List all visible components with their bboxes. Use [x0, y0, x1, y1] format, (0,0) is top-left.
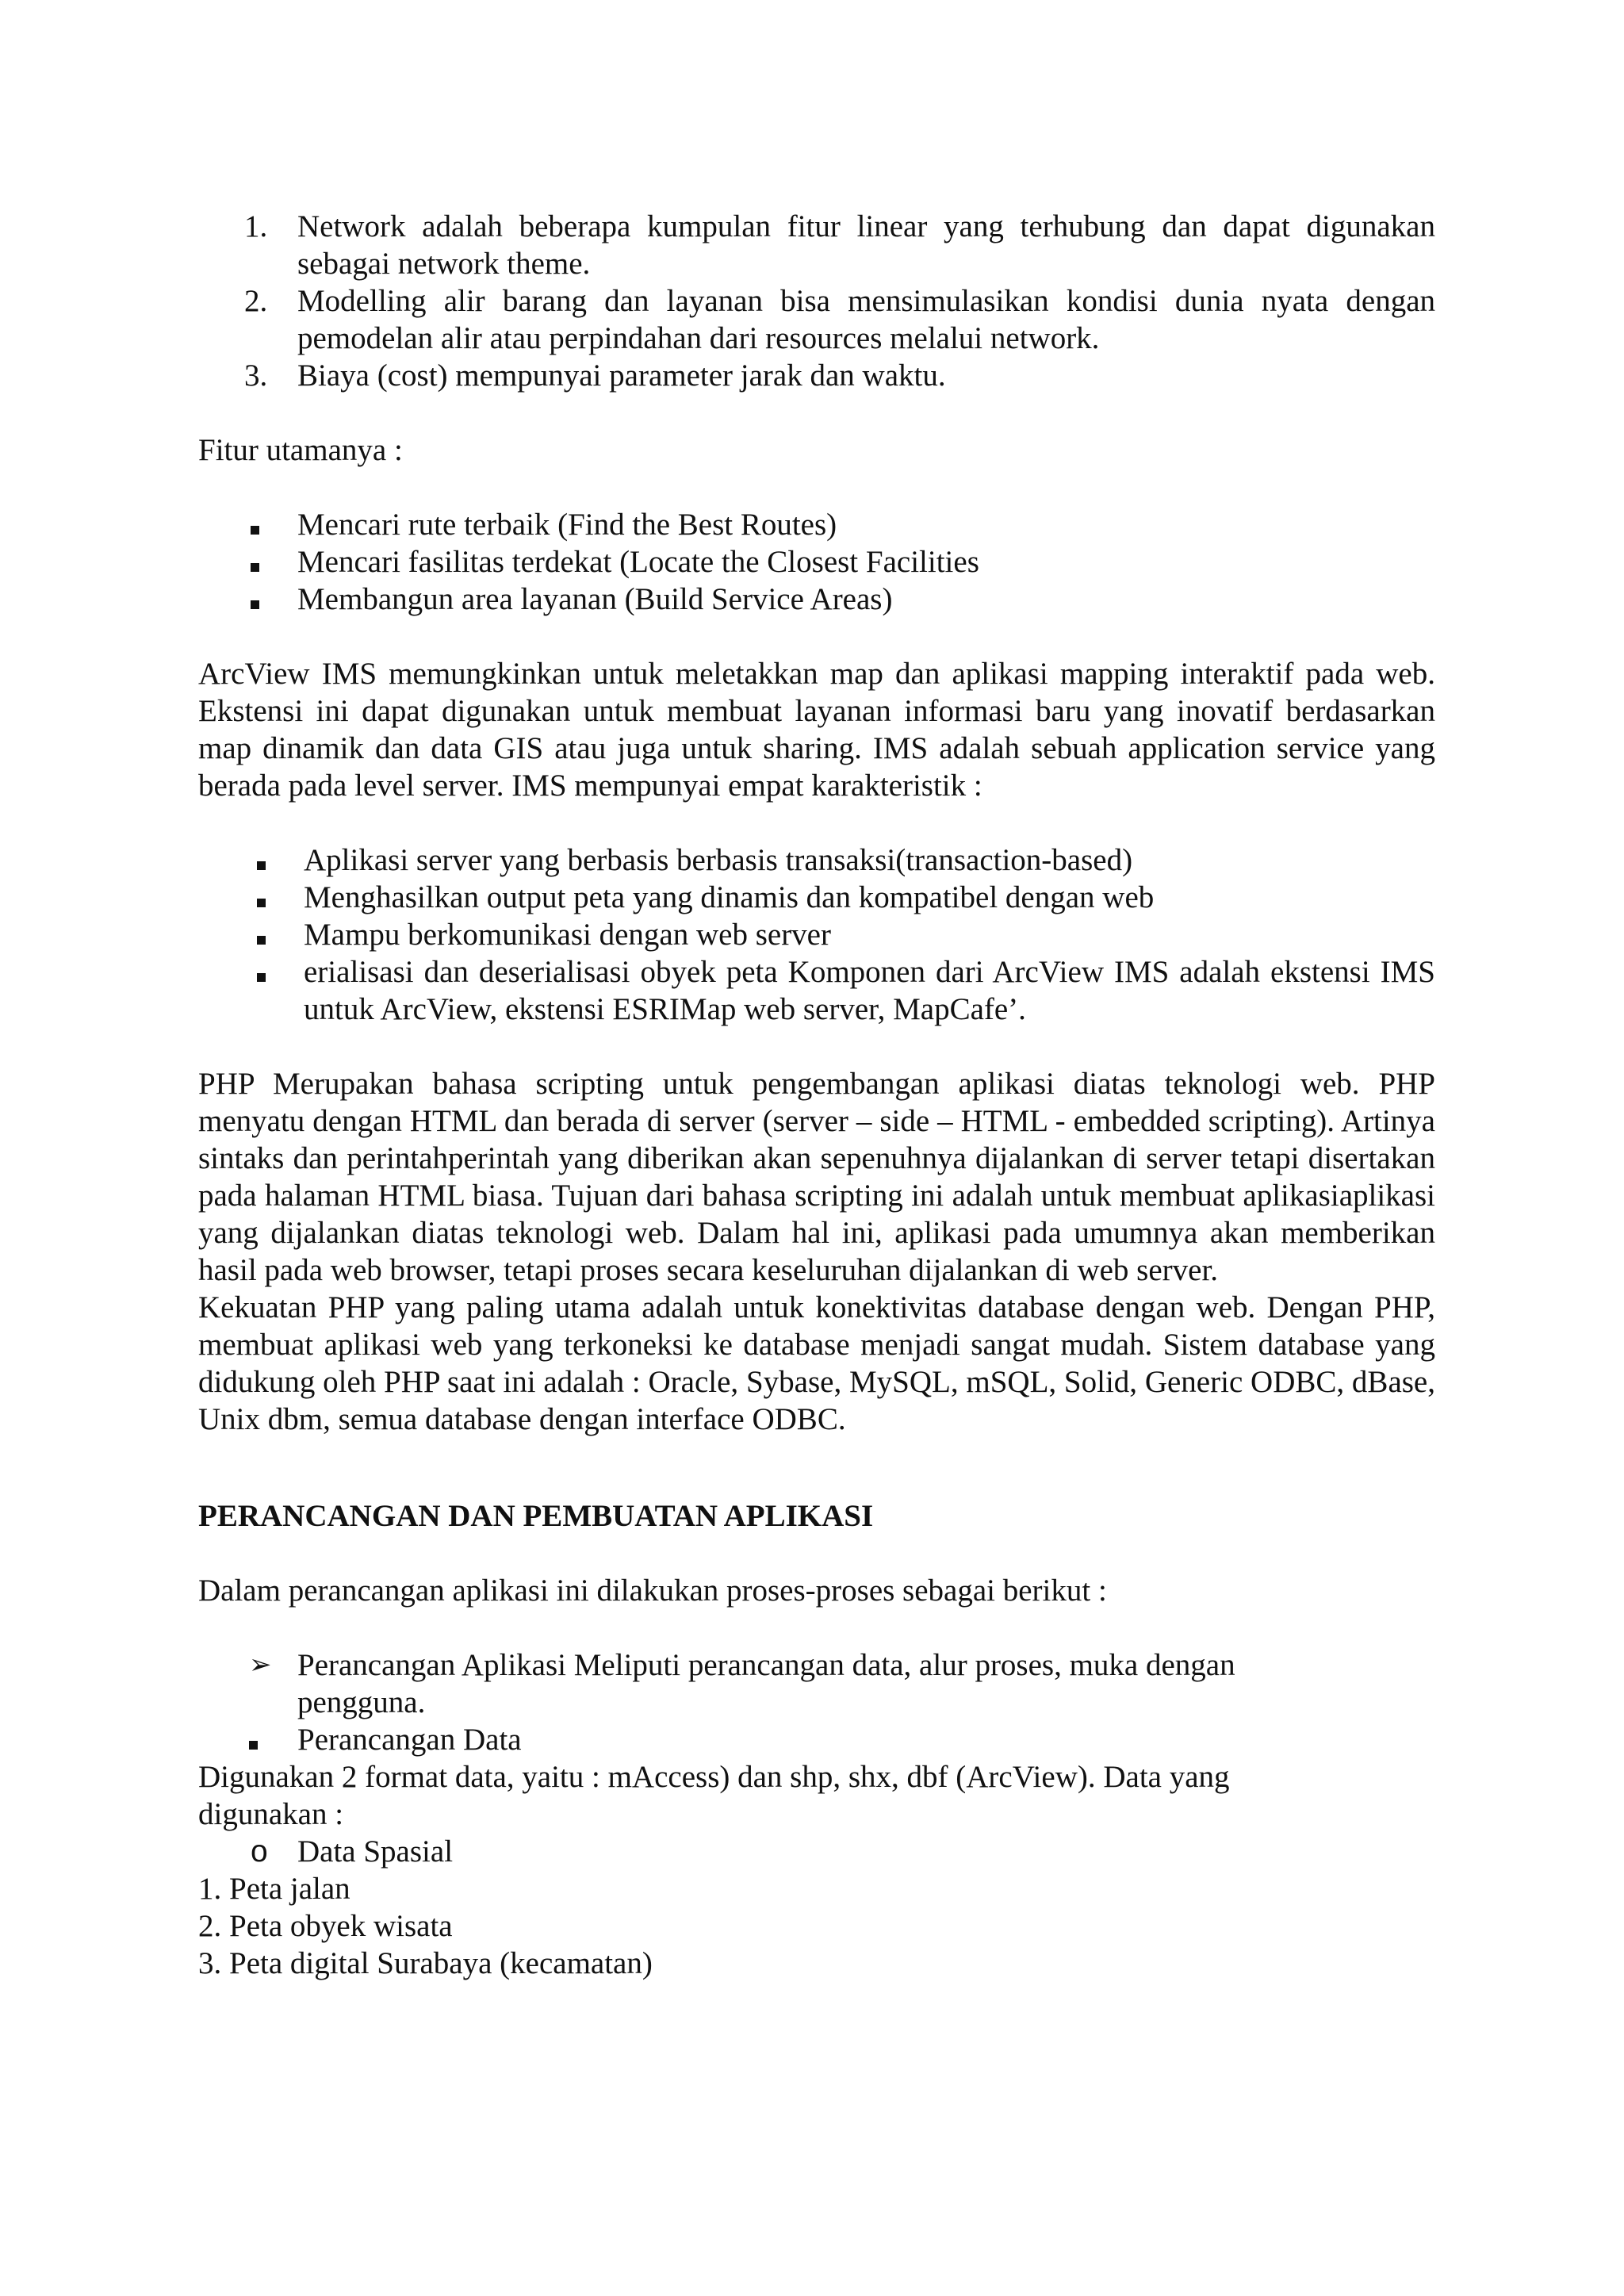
- square-bullet-icon: [251, 543, 259, 581]
- list-item-text: Data Spasial: [297, 1834, 454, 1869]
- list-item: [198, 581, 1435, 618]
- php-paragraph-2: Kekuatan PHP yang paling utama adalah untuk konektivitas database dengan web. Dengan PHP, membuat aplikasi web yang terkoneksi ke database menjadi sangat mudah. Sistem database yang didukung oleh PHP saat ini adalah : Oracle, Sybase, MySQL, mSQL, Solid, Generic ODBC, dBase, Unix dbm, semua database dengan interface ODBC.: [198, 1290, 1435, 1436]
- list-item-text: Mampu berkomunikasi dengan web server: [304, 918, 831, 952]
- list-item: [198, 841, 1435, 879]
- list-item-text: Network adalah beberapa kumpulan fitur linear yang terhubung dan dapat digunakan sebagai network theme.: [297, 209, 1435, 281]
- square-bullet-icon: [257, 916, 266, 953]
- peta-item: 3. Peta digital Surabaya (kecamatan): [198, 1946, 653, 1980]
- list-item: [198, 1721, 1308, 1758]
- numbered-list: [198, 208, 1435, 394]
- list-item: [198, 543, 1435, 581]
- square-bullet-icon: [257, 879, 266, 916]
- section-intro: Dalam perancangan aplikasi ini dilakukan proses-proses sebagai berikut :: [198, 1573, 1107, 1608]
- peta-item: 1. Peta jalan: [198, 1872, 350, 1906]
- circle-bullet-icon: o: [251, 1834, 268, 1869]
- list-item: [198, 357, 1435, 394]
- perancangan-list: [198, 1646, 1308, 1758]
- list-item: [198, 1833, 1435, 1870]
- list-item: [198, 282, 1435, 357]
- list-item-text: Mencari fasilitas terdekat (Locate the Closest Facilities: [297, 545, 979, 579]
- arrow-bullet-icon: ➢: [249, 1649, 272, 1681]
- php-paragraph-1: PHP Merupakan bahasa scripting untuk pengembangan aplikasi diatas teknologi web. PHP menyatu dengan HTML dan berada di server (server – side – HTML - embedded scripting). Artinya sintaks dan perintahperintah yang diberikan akan sepenuhnya dijalankan di server tetapi disertakan pada halaman HTML biasa. Tujuan dari bahasa scripting ini adalah untuk membuat aplikasiaplikasi yang dijalankan diatas teknologi web. Dalam hal ini, aplikasi pada umumnya akan memberikan hasil pada web browser, tetapi proses secara keseluruhan dijalankan di web server.: [198, 1067, 1435, 1287]
- list-item-text: Perancangan Aplikasi Meliputi perancangan data, alur proses, muka dengan pengguna.: [297, 1648, 1235, 1719]
- square-bullet-icon: [257, 953, 266, 991]
- list-number: 1.: [244, 209, 268, 243]
- list-item: [198, 208, 1435, 282]
- peta-item: 2. Peta obyek wisata: [198, 1909, 453, 1943]
- square-bullet-icon: [257, 841, 266, 879]
- data-spasial-list: [198, 1833, 1435, 1870]
- data-paragraph: Digunakan 2 format data, yaitu : mAccess) dan shp, shx, dbf (ArcView). Data yang digunakan :: [198, 1760, 1230, 1831]
- list-number: 3.: [244, 358, 268, 393]
- list-number: 2.: [244, 284, 268, 318]
- list-item-text: Membangun area layanan (Build Service Areas): [297, 582, 893, 616]
- square-bullet-icon: [251, 581, 259, 618]
- fitur-bullet-list: [198, 506, 1435, 618]
- ims-bullet-list: [198, 841, 1435, 1028]
- square-bullet-icon: [251, 506, 259, 543]
- list-item-text: Modelling alir barang dan layanan bisa mensimulasikan kondisi dunia nyata dengan pemodelan alir atau perpindahan dari resources melalui network.: [297, 284, 1435, 355]
- list-item-text: Perancangan Data: [297, 1723, 522, 1757]
- list-item-text: Menghasilkan output peta yang dinamis dan kompatibel dengan web: [304, 880, 1155, 914]
- list-item: [198, 506, 1435, 543]
- list-item-text: Mencari rute terbaik (Find the Best Routes): [297, 508, 837, 542]
- list-item-text: Aplikasi server yang berbasis berbasis transaksi(transaction-based): [304, 843, 1133, 877]
- document-page: [198, 208, 1435, 1982]
- list-item: [198, 953, 1435, 1028]
- list-item: [198, 1646, 1308, 1721]
- section-heading: PERANCANGAN DAN PEMBUATAN APLIKASI: [198, 1499, 874, 1533]
- fitur-label: Fitur utamanya :: [198, 433, 403, 467]
- list-item: [198, 879, 1435, 916]
- arcview-paragraph: ArcView IMS memungkinkan untuk meletakkan map dan aplikasi mapping interaktif pada web. Ekstensi ini dapat digunakan untuk membuat layanan informasi baru yang inovatif berdasarkan map dinamik dan data GIS atau juga untuk sharing. IMS adalah sebuah application service yang berada pada level server. IMS mempunyai empat karakteristik :: [198, 657, 1435, 803]
- list-item-text: erialisasi dan deserialisasi obyek peta Komponen dari ArcView IMS adalah ekstensi IMS untuk ArcView, ekstensi ESRIMap web server, MapCafe’.: [304, 955, 1435, 1026]
- list-item: [198, 916, 1435, 953]
- list-item-text: Biaya (cost) mempunyai parameter jarak dan waktu.: [297, 358, 946, 393]
- square-bullet-icon: [249, 1721, 258, 1758]
